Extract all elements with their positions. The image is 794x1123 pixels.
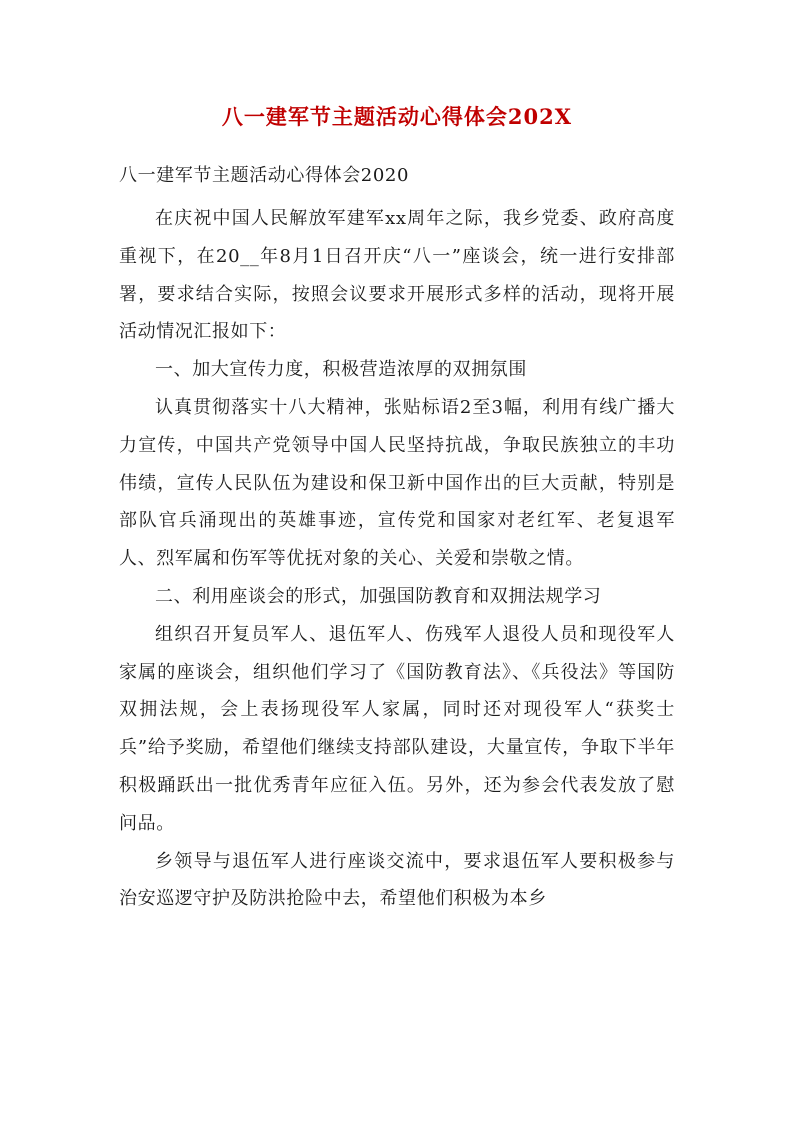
document-title: 八一建军节主题活动心得体会202X (221, 104, 573, 129)
intro-paragraph: 在庆祝中国人民解放军建军xx周年之际，我乡党委、政府高度重视下，在20__年8月1日召开庆“八一”座谈会，统一进行安排部署，要求结合实际，按照会议要求开展形式多样的活动，现将开展活动情况汇报如下： (119, 208, 675, 343)
section-1-paragraph: 认真贯彻落实十八大精神，张贴标语2至3幅，利用有线广播大力宣传，中国共产党领导中国人民坚持抗战，争取民族独立的丰功伟绩，宣传人民队伍为建设和保卫新中国作出的巨大贡献，特别是部队官兵涌现出的英雄事迹，宣传党和国家对老红军、老复退军人、烈军属和伤军等优抚对象的关心、关爱和崇敬之情。 (119, 396, 675, 570)
document-subtitle: 八一建军节主题活动心得体会2020 (119, 165, 410, 186)
section-2-paragraph-continued: 乡领导与退伍军人进行座谈交流中，要求退伍军人要积极参与治安巡逻守护及防洪抢险中去，希望他们积极为本乡 (119, 850, 675, 910)
document-body (119, 200, 675, 918)
section-heading-2: 二、利用座谈会的形式，加强国防教育和双拥法规学习 (155, 585, 602, 607)
section-2-paragraph: 组织召开复员军人、退伍军人、伤残军人退役人员和现役军人家属的座谈会，组织他们学习了《国防教育法》、《兵役法》等国防双拥法规，会上表扬现役军人家属，同时还对现役军人“获奖士兵”给予奖励，希望他们继续支持部队建设，大量宣传，争取下半年积极踊跃出一批优秀青年应征入伍。另外，还为参会代表发放了慰问品。 (119, 623, 675, 834)
section-heading-1: 一、加大宣传力度，积极营造浓厚的双拥氛围 (155, 359, 527, 381)
